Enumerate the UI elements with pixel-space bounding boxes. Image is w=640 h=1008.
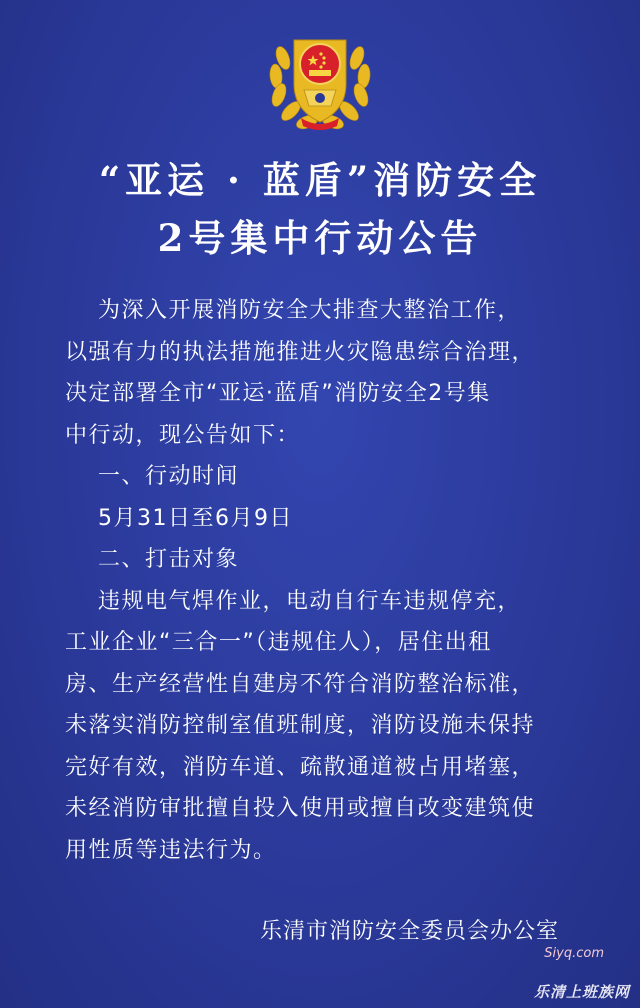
body-line: 为深入开展消防安全大排查大整治工作， [98,298,522,323]
body-line: 房、生产经营性自建房不符合消防整治标准， [65,671,536,697]
notice-body [65,290,595,871]
fire-rescue-emblem-icon [261,18,379,136]
body-line: 用性质等违法行为。 [65,837,277,863]
section-heading-time: 一、行动时间 [98,464,240,489]
body-line: 中行动，现公告如下： [65,422,301,448]
body-line: 未落实消防控制室值班制度，消防设施未保持 [65,713,536,738]
body-line: 未经消防审批擅自投入使用或擅自改变建筑使 [65,796,536,821]
body-line: 完好有效，消防车道、疏散通道被占用堵塞， [65,754,536,780]
body-line: 违规电气焊作业，电动自行车违规停充， [98,588,522,614]
watermark-logo: Siyq.com [544,946,604,961]
body-line: 工业企业“三合一”（违规住人），居住出租 [65,630,492,655]
body-line: 决定部署全市“亚运·蓝盾”消防安全2号集 [65,381,491,406]
notice-title-line-1: “亚运 · 蓝盾”消防安全 [98,158,542,202]
watermark-text: 乐清上班族网 [533,983,630,1001]
body-line: 以强有力的执法措施推进火灾隐患综合治理， [65,339,536,365]
issuer-signature: 乐清市消防安全委员会办公室 [260,919,560,944]
site-watermark [514,946,634,1004]
section-heading-targets: 二、打击对象 [98,547,240,572]
action-date-range: 5月31日至6月9日 [98,505,293,531]
notice-title-line-2: 2号集中行动公告 [157,216,483,260]
